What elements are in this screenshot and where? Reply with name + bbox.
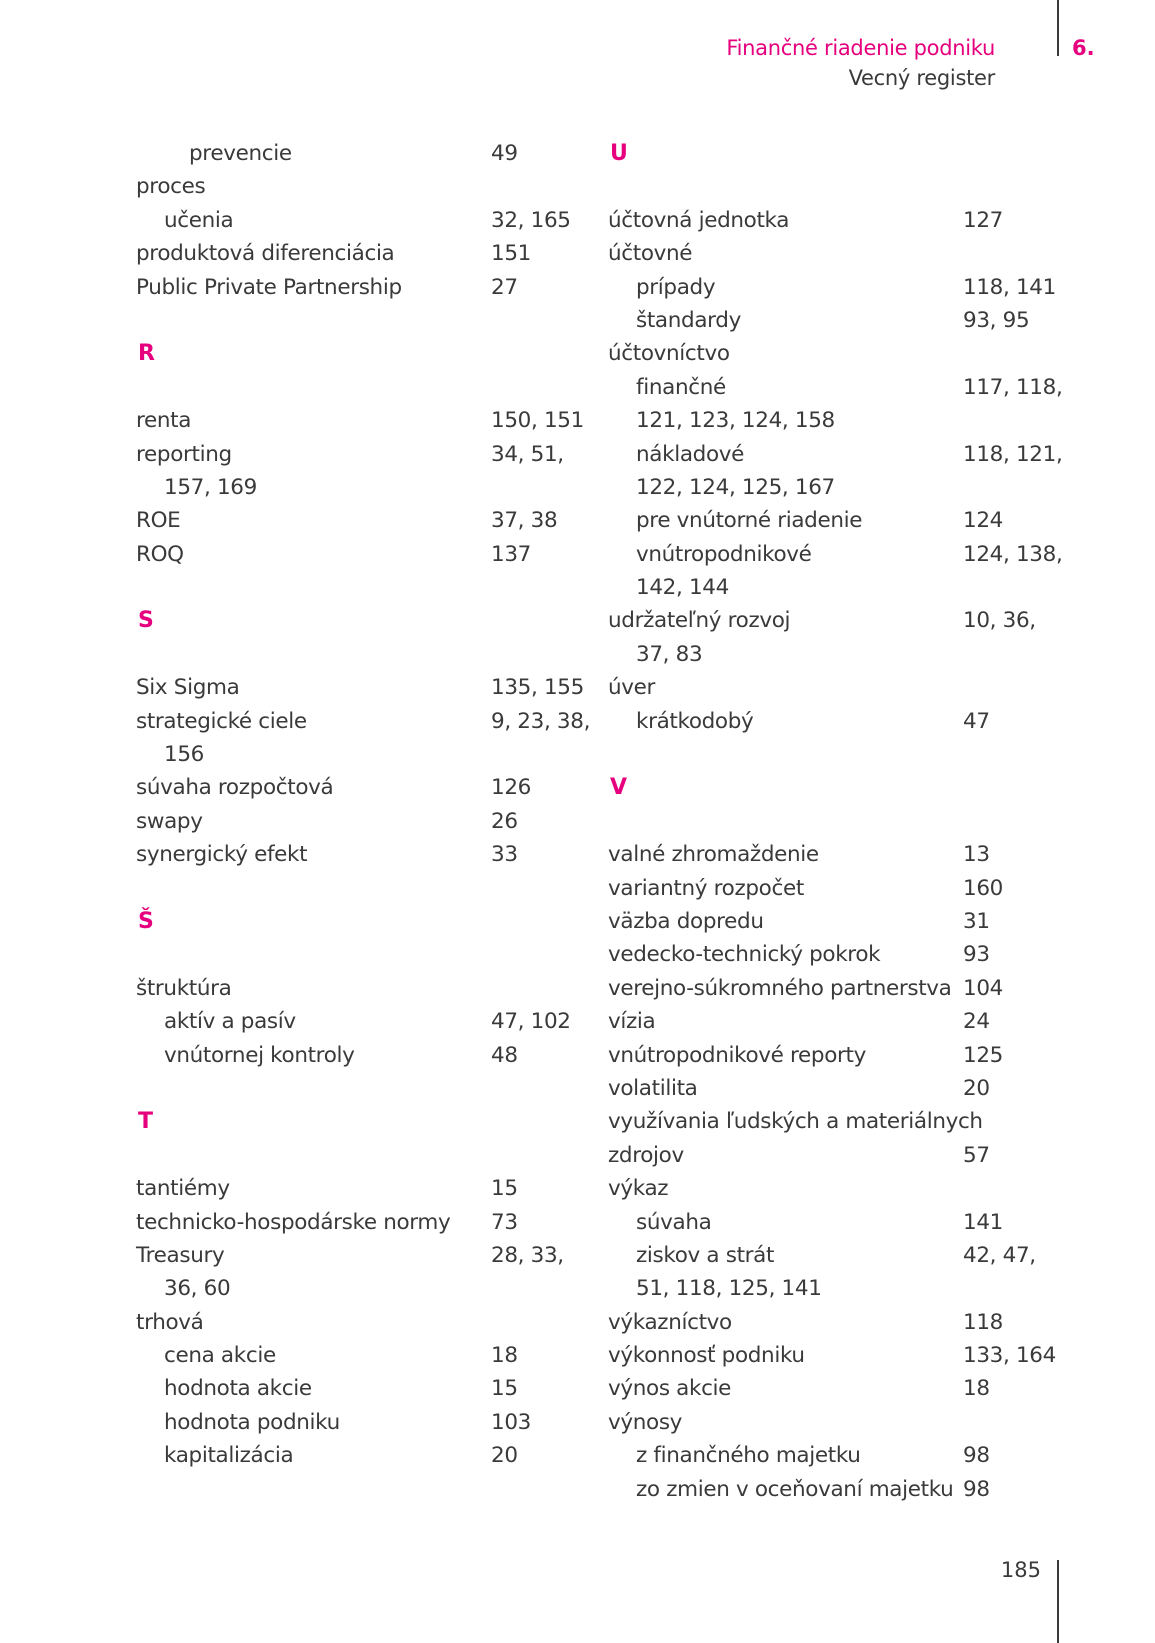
index-term: súvaha [636,1209,712,1235]
index-term: Public Private Partnership [136,274,402,300]
index-page-refs: 13 [963,842,990,868]
index-page-refs: 20 [963,1075,990,1101]
letter-heading-text: U [610,141,628,166]
index-page-refs: 160 [963,875,1003,901]
index-page-refs: 24 [963,1009,990,1035]
index-subentry [608,1272,1058,1305]
index-letter-heading [136,604,586,637]
index-page-refs: 47 [963,708,990,734]
letter-heading-text: V [610,775,627,801]
index-page-refs: 31 [963,908,990,934]
index-term: variantný rozpočet [608,875,804,901]
index-term: učenia [164,207,234,233]
index-term: 142, 144 [636,575,729,601]
index-entry [136,805,586,838]
index-term: pre vnútorné riadenie [636,508,863,534]
index-term: štandardy [636,307,741,333]
index-subentry [608,504,1058,537]
index-term: Treasury [136,1242,225,1268]
index-page-refs: 15 [491,1176,518,1202]
index-page-refs: 118, 141 [963,274,1056,300]
index-page-refs: 26 [491,808,518,834]
index-page-refs: 98 [963,1443,990,1469]
index-term: Six Sigma [136,675,240,701]
index-letter-heading [608,771,1058,804]
index-subentry [136,204,586,237]
index-term: zo zmien v oceňovaní majetku [636,1476,954,1502]
index-page-refs: 48 [491,1042,518,1068]
chapter-number: 6. [1072,36,1095,60]
index-term: ROE [136,508,181,534]
index-term: výkonnosť podniku [608,1343,805,1369]
index-term: synergický efekt [136,842,308,868]
index-subentry [608,371,1063,404]
index-term: zdrojov [608,1142,684,1168]
index-page-refs: 18 [491,1343,518,1369]
index-term: 156 [164,742,204,768]
index-term: kapitalizácia [164,1443,294,1469]
index-letter-heading [136,337,586,370]
index-letter-heading [136,1105,586,1138]
letter-heading-text: R [138,341,155,367]
index-entry [608,1306,1058,1339]
index-term: z finančného majetku [636,1443,861,1469]
index-term: hodnota akcie [164,1376,312,1402]
spacer-line [608,805,1058,838]
index-term: swapy [136,808,203,834]
index-term: udržateľný rozvoj [608,608,791,634]
index-page-refs: 9, 23, 38, [491,708,591,734]
index-entry [608,838,1058,871]
index-entry [608,604,1058,637]
index-entry [136,438,586,471]
index-term: 51, 118, 125, 141 [636,1276,822,1302]
spacer-line [136,638,586,671]
index-term: strategické ciele [136,708,307,734]
index-term: vnútropodnikové [636,541,812,567]
spacer-line [136,304,586,337]
index-term: prípady [636,274,716,300]
index-subentry [136,1272,586,1305]
index-term: 36, 60 [164,1276,231,1302]
index-entry [608,1172,1058,1205]
index-term: využívania ľudských a materiálnych [608,1109,983,1135]
index-page-refs: 103 [491,1409,531,1435]
index-term: valné zhromaždenie [608,842,819,868]
index-term: proces [136,174,206,200]
index-term: krátkodobý [636,708,754,734]
index-term: finančné [636,374,726,400]
index-page-refs: 37, 38 [491,508,558,534]
index-entry [608,972,1058,1005]
spacer-line [608,170,1058,203]
index-page-refs: 93, 95 [963,307,1030,333]
index-term: produktová diferenciácia [136,241,395,267]
index-term: volatilita [608,1075,698,1101]
index-page-refs: 118 [963,1309,1003,1335]
index-term: vízia [608,1009,656,1035]
index-subentry [136,1005,586,1038]
index-term: účtovná jednotka [608,207,790,233]
index-page-refs: 151 [491,241,531,267]
index-term: 122, 124, 125, 167 [636,474,835,500]
index-subentry [136,1339,586,1372]
index-entry [136,1306,586,1339]
index-entry [608,1105,1058,1138]
index-entry [608,1072,1058,1105]
index-subentry [136,1406,586,1439]
index-entry [608,1406,1058,1439]
footer-divider-line [1057,1560,1059,1643]
index-page-refs: 124 [963,508,1003,534]
index-term: vnútornej kontroly [164,1042,355,1068]
index-page-refs: 32, 165 [491,207,571,233]
letter-heading-text: S [138,608,154,634]
index-term: výnosy [608,1409,683,1435]
index-term: 37, 83 [636,641,703,667]
index-entry [136,404,586,437]
page-number: 185 [1000,1558,1041,1582]
index-page-refs: 10, 36, [963,608,1036,634]
index-term: hodnota podniku [164,1409,340,1435]
index-entry [136,538,586,571]
spacer-line [136,1139,586,1172]
index-entry [608,204,1058,237]
index-subentry [136,1439,586,1472]
index-term: účtovné [608,241,693,267]
index-entry [608,1005,1058,1038]
index-page-refs: 33 [491,842,518,868]
index-page-refs: 124, 138, [963,541,1063,567]
index-page-refs: 42, 47, [963,1242,1036,1268]
index-page-refs: 117, 118, [963,374,1063,400]
index-entry [608,237,1058,270]
index-entry [136,271,586,304]
index-term: technicko-hospodárske normy [136,1209,451,1235]
letter-heading-text: Š [138,908,154,934]
index-page-refs: 27 [491,274,518,300]
index-page-refs: 135, 155 [491,675,584,701]
index-subentry [608,271,1058,304]
index-entry [136,705,591,738]
index-page-refs: 104 [963,975,1003,1001]
index-entry [136,504,586,537]
index-page-refs: 137 [491,541,531,567]
index-page-refs: 125 [963,1042,1003,1068]
index-entry [136,170,586,203]
index-page-refs: 28, 33, [491,1242,564,1268]
spacer-line [136,1072,586,1105]
index-term: vnútropodnikové reporty [608,1042,866,1068]
index-subentry [608,1239,1058,1272]
index-letter-heading [136,905,586,938]
index-term: cena akcie [164,1343,276,1369]
index-page-refs: 126 [491,775,531,801]
index-page-refs: 150, 151 [491,408,584,434]
index-entry [608,1139,1058,1172]
index-page-refs: 18 [963,1376,990,1402]
index-entry [136,1206,586,1239]
index-term: renta [136,408,192,434]
index-entry [608,872,1058,905]
index-subentry [608,1439,1058,1472]
index-page-refs: 118, 121, [963,441,1063,467]
index-entry [608,1339,1058,1372]
index-page-refs: 15 [491,1376,518,1402]
index-subentry [608,705,1058,738]
index-entry [608,1372,1058,1405]
index-term: 157, 169 [164,474,257,500]
index-term: tantiémy [136,1176,230,1202]
index-subentry [608,471,1058,504]
index-term: účtovníctvo [608,341,730,367]
index-page-refs: 20 [491,1443,518,1469]
index-subentry [136,137,586,170]
index-subentry [136,1372,586,1405]
index-entry [136,671,586,704]
index-entry [136,1172,586,1205]
index-page-refs: 93 [963,942,990,968]
spacer-line [136,571,586,604]
index-page-refs: 127 [963,207,1003,233]
index-subentry [608,538,1063,571]
index-entry [136,972,586,1005]
spacer-line [136,938,586,971]
index-entry [136,771,586,804]
index-entry [608,938,1058,971]
index-term: verejno-súkromného partnerstva [608,975,952,1001]
index-entry [608,671,1058,704]
index-subentry [608,304,1058,337]
running-header-title: Finančné riadenie podniku [726,36,995,60]
index-subentry [136,471,586,504]
index-page-refs: 49 [491,141,518,166]
index-entry [608,1039,1058,1072]
index-page-refs: 47, 102 [491,1009,571,1035]
index-entry [608,905,1058,938]
spacer-line [608,738,1058,771]
index-term: reporting [136,441,232,467]
index-term: ROQ [136,541,184,567]
index-term: úver [608,675,656,701]
spacer-line [136,872,586,905]
index-term: vedecko-technický pokrok [608,942,881,968]
index-term: súvaha rozpočtová [136,775,334,801]
index-term: 121, 123, 124, 158 [636,408,835,434]
index-term: trhová [136,1309,204,1335]
index-page-refs: 34, 51, [491,441,564,467]
index-page-refs: 73 [491,1209,518,1235]
index-subentry [608,638,1058,671]
index-entry [136,237,586,270]
index-term: výnos akcie [608,1376,732,1402]
index-page-refs: 141 [963,1209,1003,1235]
index-term: prevencie [189,141,292,166]
index-term: štruktúra [136,975,232,1001]
letter-heading-text: T [138,1109,153,1135]
index-subentry [608,404,1058,437]
index-page-refs: 133, 164 [963,1343,1056,1369]
index-page-refs: 98 [963,1476,990,1502]
index-letter-heading [608,137,1058,170]
index-column-right [608,137,1063,1506]
index-subentry [136,1039,586,1072]
index-term: výkazníctvo [608,1309,732,1335]
index-subentry [608,438,1063,471]
header-divider-line [1057,0,1059,56]
index-term: väzba dopredu [608,908,764,934]
index-entry [136,838,586,871]
spacer-line [136,371,586,404]
index-subentry [136,738,586,771]
index-subentry [608,571,1058,604]
running-header-subtitle: Vecný register [848,66,995,90]
index-entry [608,337,1058,370]
index-page-refs: 57 [963,1142,990,1168]
index-term: aktív a pasív [164,1009,296,1035]
index-term: výkaz [608,1176,669,1202]
index-subentry [608,1206,1058,1239]
index-term: nákladové [636,441,745,467]
index-subentry [608,1473,1058,1506]
index-column-left [136,137,591,1473]
index-term: ziskov a strát [636,1242,775,1268]
index-entry [136,1239,586,1272]
